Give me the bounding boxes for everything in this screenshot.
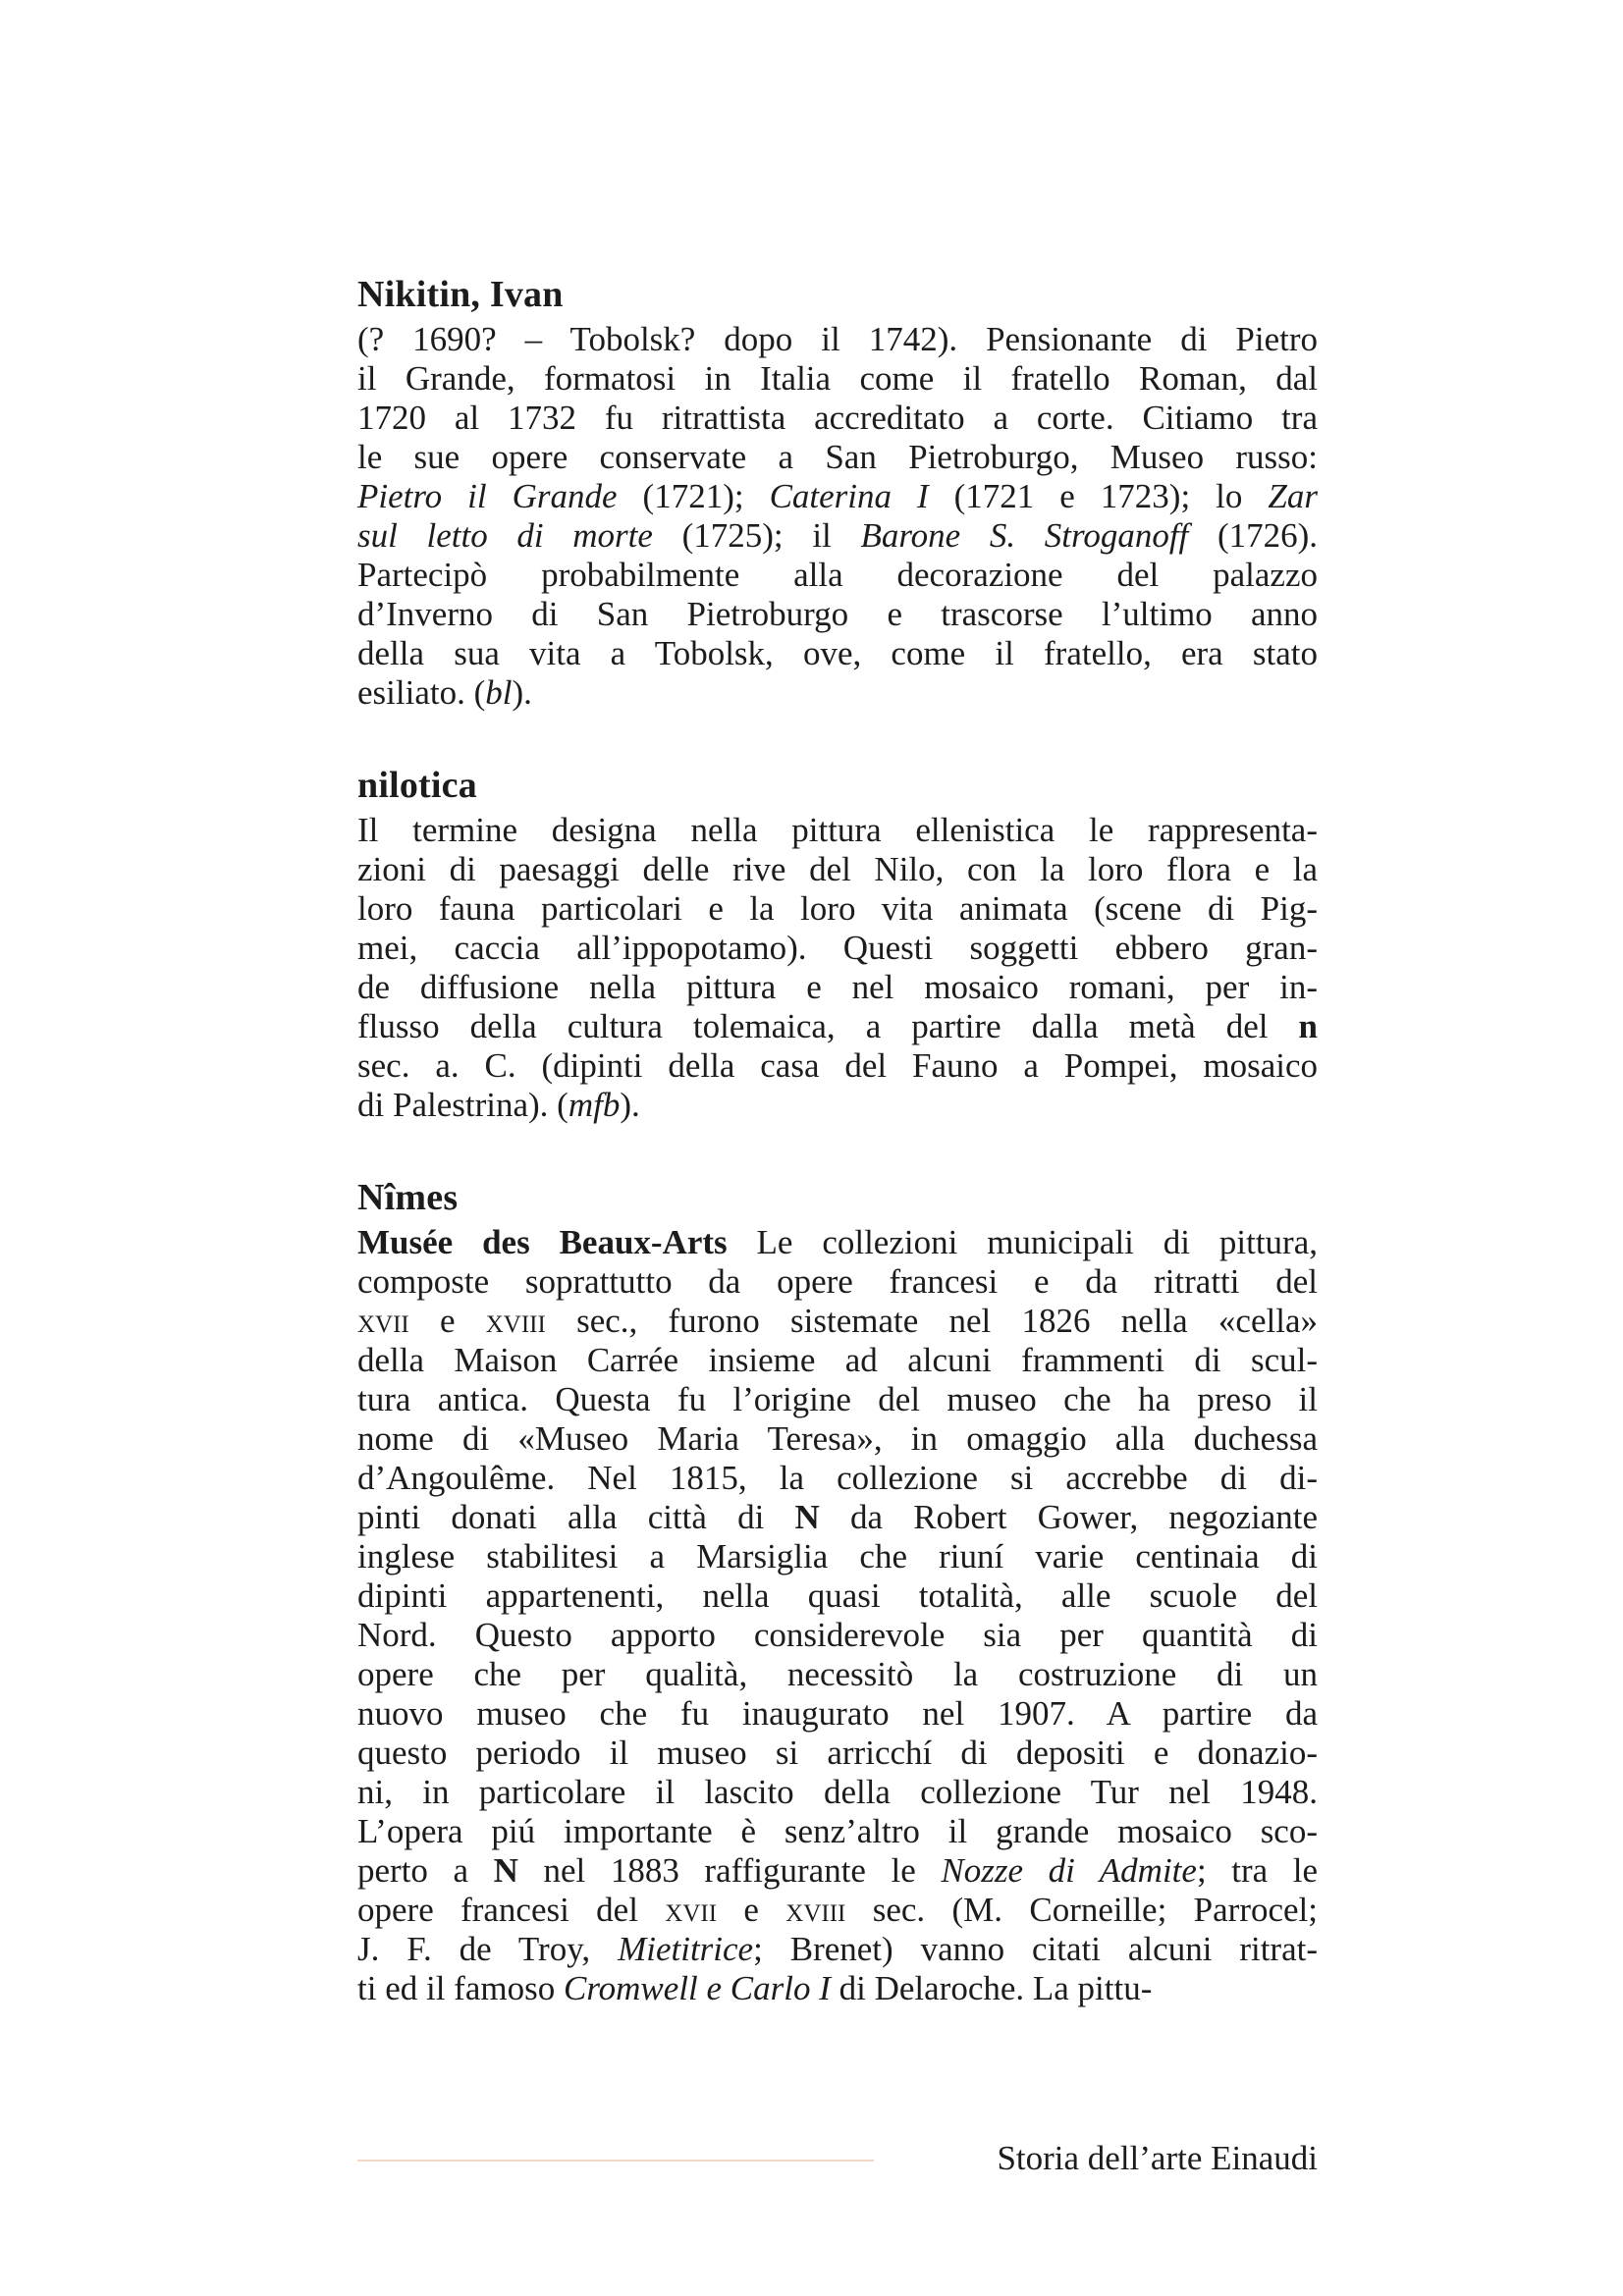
text-line: Partecipò probabilmente alla decorazione del palazzo xyxy=(357,556,1318,594)
text-line: il Grande, formatosi in Italia come il fratello Roman, dal xyxy=(357,359,1318,398)
page-content xyxy=(357,265,1318,2008)
text-line: ni, in particolare il lascito della collezione Tur nel 1948. xyxy=(357,1773,1318,1811)
text-line: sec. a. C. (dipinti della casa del Fauno a Pompei, mosaico xyxy=(357,1046,1318,1085)
text-line: ti ed il famoso Cromwell e Carlo I di Delaroche. La pittu- xyxy=(357,1969,1153,2007)
text-line: dipinti appartenenti, nella quasi totalità, alle scuole del xyxy=(357,1576,1318,1615)
text-line: nome di «Museo Maria Teresa», in omaggio alla duchessa xyxy=(357,1419,1318,1458)
entry-heading: Nîmes xyxy=(357,1177,459,1218)
text-line: tura antica. Questa fu l’origine del museo che ha preso il xyxy=(357,1380,1318,1418)
text-line: inglese stabilitesi a Marsiglia che riuní varie centinaia di xyxy=(357,1537,1318,1575)
text-line: d’Inverno di San Pietroburgo e trascorse l’ultimo anno xyxy=(357,595,1318,633)
entry-body xyxy=(357,1223,1318,2008)
text-line: loro fauna particolari e la loro vita animata (scene di Pig- xyxy=(357,889,1318,928)
text-line: le sue opere conservate a San Pietroburgo, Museo russo: xyxy=(357,438,1318,476)
entry-nimes xyxy=(357,1176,1318,2008)
text-line: zioni di paesaggi delle rive del Nilo, con la loro flora e la xyxy=(357,850,1318,888)
footer-rule xyxy=(357,2160,874,2162)
text-line: esiliato. (bl). xyxy=(357,673,532,712)
text-line: nuovo museo che fu inaugurato nel 1907. A partire da xyxy=(357,1694,1318,1733)
text-line: de diffusione nella pittura e nel mosaico romani, per in- xyxy=(357,968,1318,1006)
text-line: perto a N nel 1883 raffigurante le Nozze di Admite; tra le xyxy=(357,1851,1319,1890)
text-line: composte soprattutto da opere francesi e da ritratti del xyxy=(357,1262,1318,1301)
text-line: xvii e xviii sec., furono sistemate nel 1826 nella «cella» xyxy=(357,1302,1318,1340)
entry-body xyxy=(357,811,1318,1125)
entry-nilotica xyxy=(357,764,1318,1125)
text-line: mei, caccia all’ippopotamo). Questi soggetti ebbero gran- xyxy=(357,929,1318,967)
text-line: di Palestrina). (mfb). xyxy=(357,1086,640,1124)
text-line: L’opera piú importante è senz’altro il grande mosaico sco- xyxy=(357,1812,1318,1850)
text-line: della Maison Carrée insieme ad alcuni frammenti di scul- xyxy=(357,1341,1318,1379)
text-line: 1720 al 1732 fu ritrattista accreditato a corte. Citiamo tra xyxy=(357,399,1318,437)
text-line: d’Angoulême. Nel 1815, la collezione si accrebbe di di- xyxy=(357,1459,1318,1497)
text-line: pinti donati alla città di N da Robert Gower, negoziante xyxy=(357,1498,1318,1536)
entry-heading: nilotica xyxy=(357,765,477,806)
text-line: Pietro il Grande (1721); Caterina I (1721 e 1723); lo Zar xyxy=(357,477,1318,515)
text-line: (? 1690? – Tobolsk? dopo il 1742). Pensionante di Pietro xyxy=(357,320,1318,358)
text-line: J. F. de Troy, Mietitrice; Brenet) vanno citati alcuni ritrat- xyxy=(357,1930,1318,1968)
text-line: sul letto di morte (1725); il Barone S. Stroganoff (1726). xyxy=(357,516,1319,555)
text-line: flusso della cultura tolemaica, a partire dalla metà del n xyxy=(357,1007,1318,1045)
footer-title: Storia dell’arte Einaudi xyxy=(997,2139,1318,2177)
entry-heading: Nikitin, Ivan xyxy=(357,274,564,315)
text-line: Il termine designa nella pittura ellenistica le rappresenta- xyxy=(357,811,1318,849)
text-line: opere che per qualità, necessitò la costruzione di un xyxy=(357,1655,1318,1693)
text-line: questo periodo il museo si arricchí di depositi e donazio- xyxy=(357,1734,1318,1772)
text-line: Musée des Beaux-Arts Le collezioni municipali di pittura, xyxy=(357,1223,1318,1261)
text-line: Nord. Questo apporto considerevole sia per quantità di xyxy=(357,1616,1318,1654)
text-line: della sua vita a Tobolsk, ove, come il fratello, era stato xyxy=(357,634,1318,672)
entry-body xyxy=(357,320,1318,713)
entry-nikitin xyxy=(357,273,1318,713)
text-line: opere francesi del xvii e xviii sec. (M. Corneille; Parrocel; xyxy=(357,1891,1318,1929)
